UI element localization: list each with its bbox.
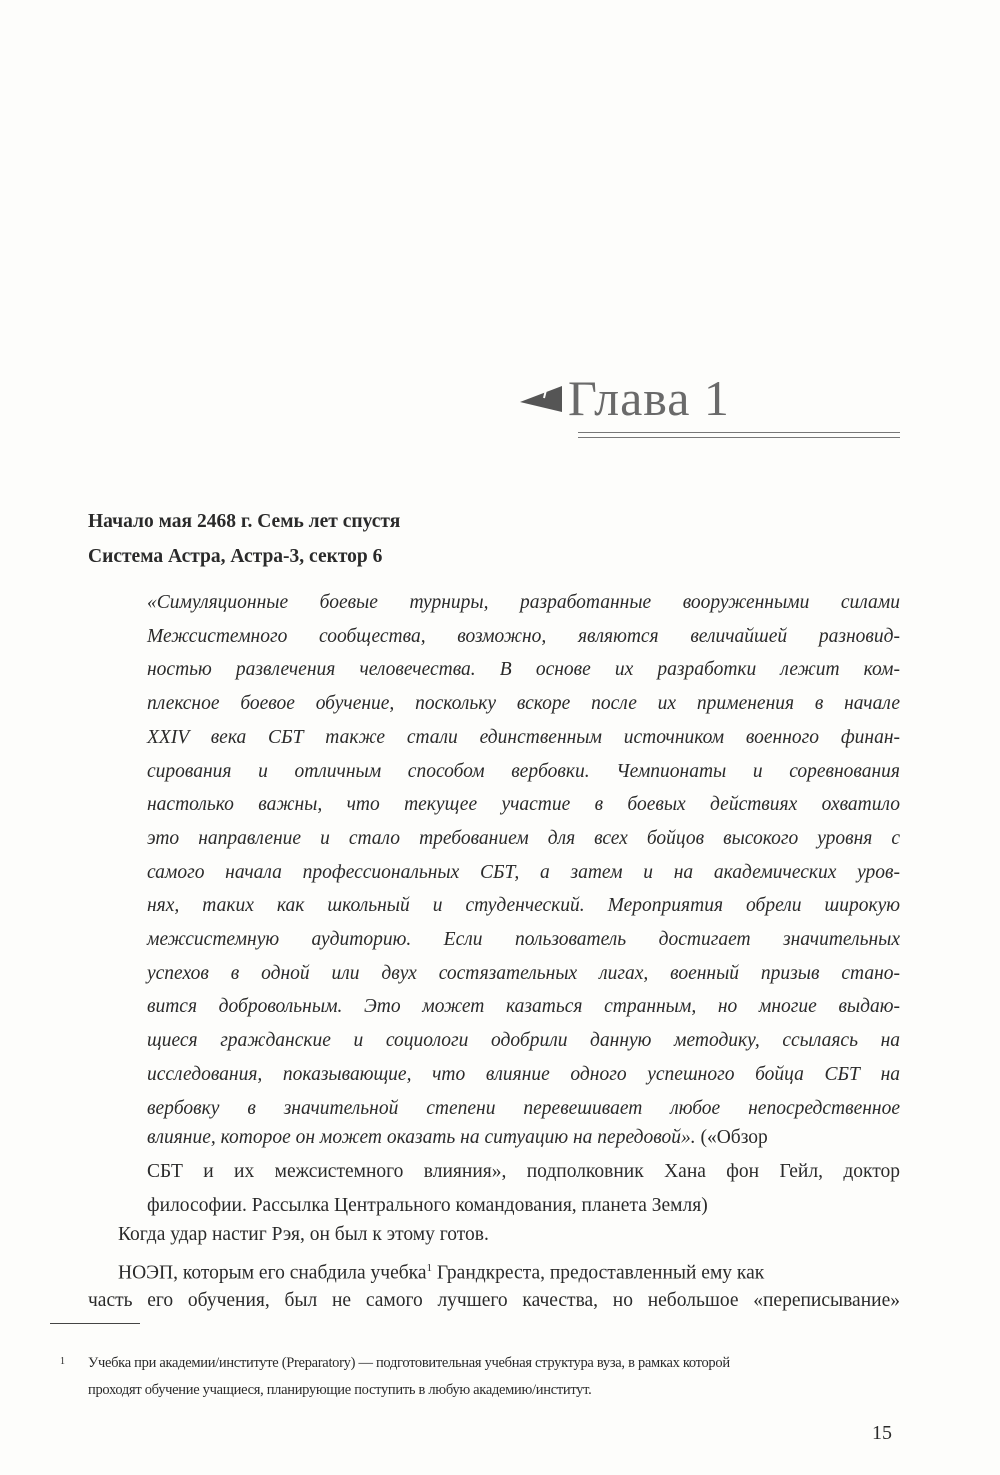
epigraph-line: это направление и стало требованием для всех бойцов высокого уровня с xyxy=(147,827,900,849)
epigraph-source-line: СБТ и их межсистемного влияния», подполковник Хана фон Гейл, доктор xyxy=(147,1161,900,1182)
epigraph-text: влияние, которое он может оказать на ситуацию на передовой». xyxy=(147,1127,696,1148)
page-number: 15 xyxy=(872,1422,892,1444)
chapter-title: Глава 1 xyxy=(568,370,730,426)
paragraph: Когда удар настиг Рэя, он был к этому готов. xyxy=(118,1224,489,1245)
epigraph-line xyxy=(147,1126,900,1150)
epigraph-line: плексное боевое обучение, поскольку вскоре после их применения в начале xyxy=(147,693,900,715)
epigraph-source-line: философии. Рассылка Центрального командования, планета Земля) xyxy=(147,1195,708,1216)
epigraph-line: сирования и отличным способом вербовки. Чемпионаты и соревнования xyxy=(147,760,900,782)
epigraph-line: Межсистемного сообщества, возможно, являются величайшей разновид- xyxy=(147,625,900,647)
footnote-divider xyxy=(50,1323,140,1324)
epigraph-line: нях, таких как школьный и студенческий. Мероприятия обрели широкую xyxy=(147,895,900,917)
setting-line: Начало мая 2468 г. Семь лет спустя xyxy=(88,511,401,532)
epigraph-line: вербовку в значительной степени перевешивает любое непосредственное xyxy=(147,1097,900,1119)
epigraph-line: XXIV века СБТ также стали единственным источником военного финан- xyxy=(147,726,900,748)
epigraph-line: успехов в одной или двух состязательных лигах, военный призыв стано- xyxy=(147,962,900,984)
epigraph-line: вится добровольным. Это может казаться странным, но многие выдаю- xyxy=(147,996,900,1018)
epigraph-source: («Обзор xyxy=(695,1127,768,1148)
footnote-marker: 1 xyxy=(60,1356,65,1367)
chapter-rule xyxy=(578,437,900,438)
paragraph-text: НОЭП, которым его снабдила учебка xyxy=(118,1262,427,1284)
epigraph-line: самого начала профессиональных СБТ, а затем и на академических уров- xyxy=(147,861,900,883)
footnote-text: проходят обучение учащиеся, планирующие поступить в любую академию/институт. xyxy=(88,1382,592,1398)
epigraph-line: щиеся гражданские и социологи одобрили данную методику, ссылаясь на xyxy=(147,1030,900,1052)
setting-line: Система Астра, Астра-3, сектор 6 xyxy=(88,546,383,567)
epigraph-line: «Симуляционные боевые турниры, разработанные вооруженными силами xyxy=(147,592,900,613)
footnote-text: Учебка при академии/институте (Preparatory) — подготовительная учебная структура вуза, в рамках которой xyxy=(88,1355,730,1371)
arrow-left-icon xyxy=(520,386,564,412)
chapter-rule xyxy=(578,432,900,433)
epigraph-line: ностью развлечения человечества. В основе их разработки лежит ком- xyxy=(147,659,900,681)
paragraph-line: часть его обучения, был не самого лучшего качества, но небольшое «переписывание» xyxy=(88,1290,900,1311)
epigraph-line: межсистемную аудиторию. Если пользователь достигает значительных xyxy=(147,929,900,950)
paragraph-text: Грандкреста, предоставленный ему как xyxy=(432,1262,765,1284)
paragraph xyxy=(118,1256,900,1286)
footnote-ref[interactable]: 1 xyxy=(426,1262,432,1274)
chapter-heading xyxy=(520,366,900,446)
epigraph-line: настолько важны, что текущее участие в боевых действиях охватило xyxy=(147,794,900,816)
epigraph-line: исследования, показывающие, что влияние одного успешного бойца СБТ на xyxy=(147,1063,900,1085)
